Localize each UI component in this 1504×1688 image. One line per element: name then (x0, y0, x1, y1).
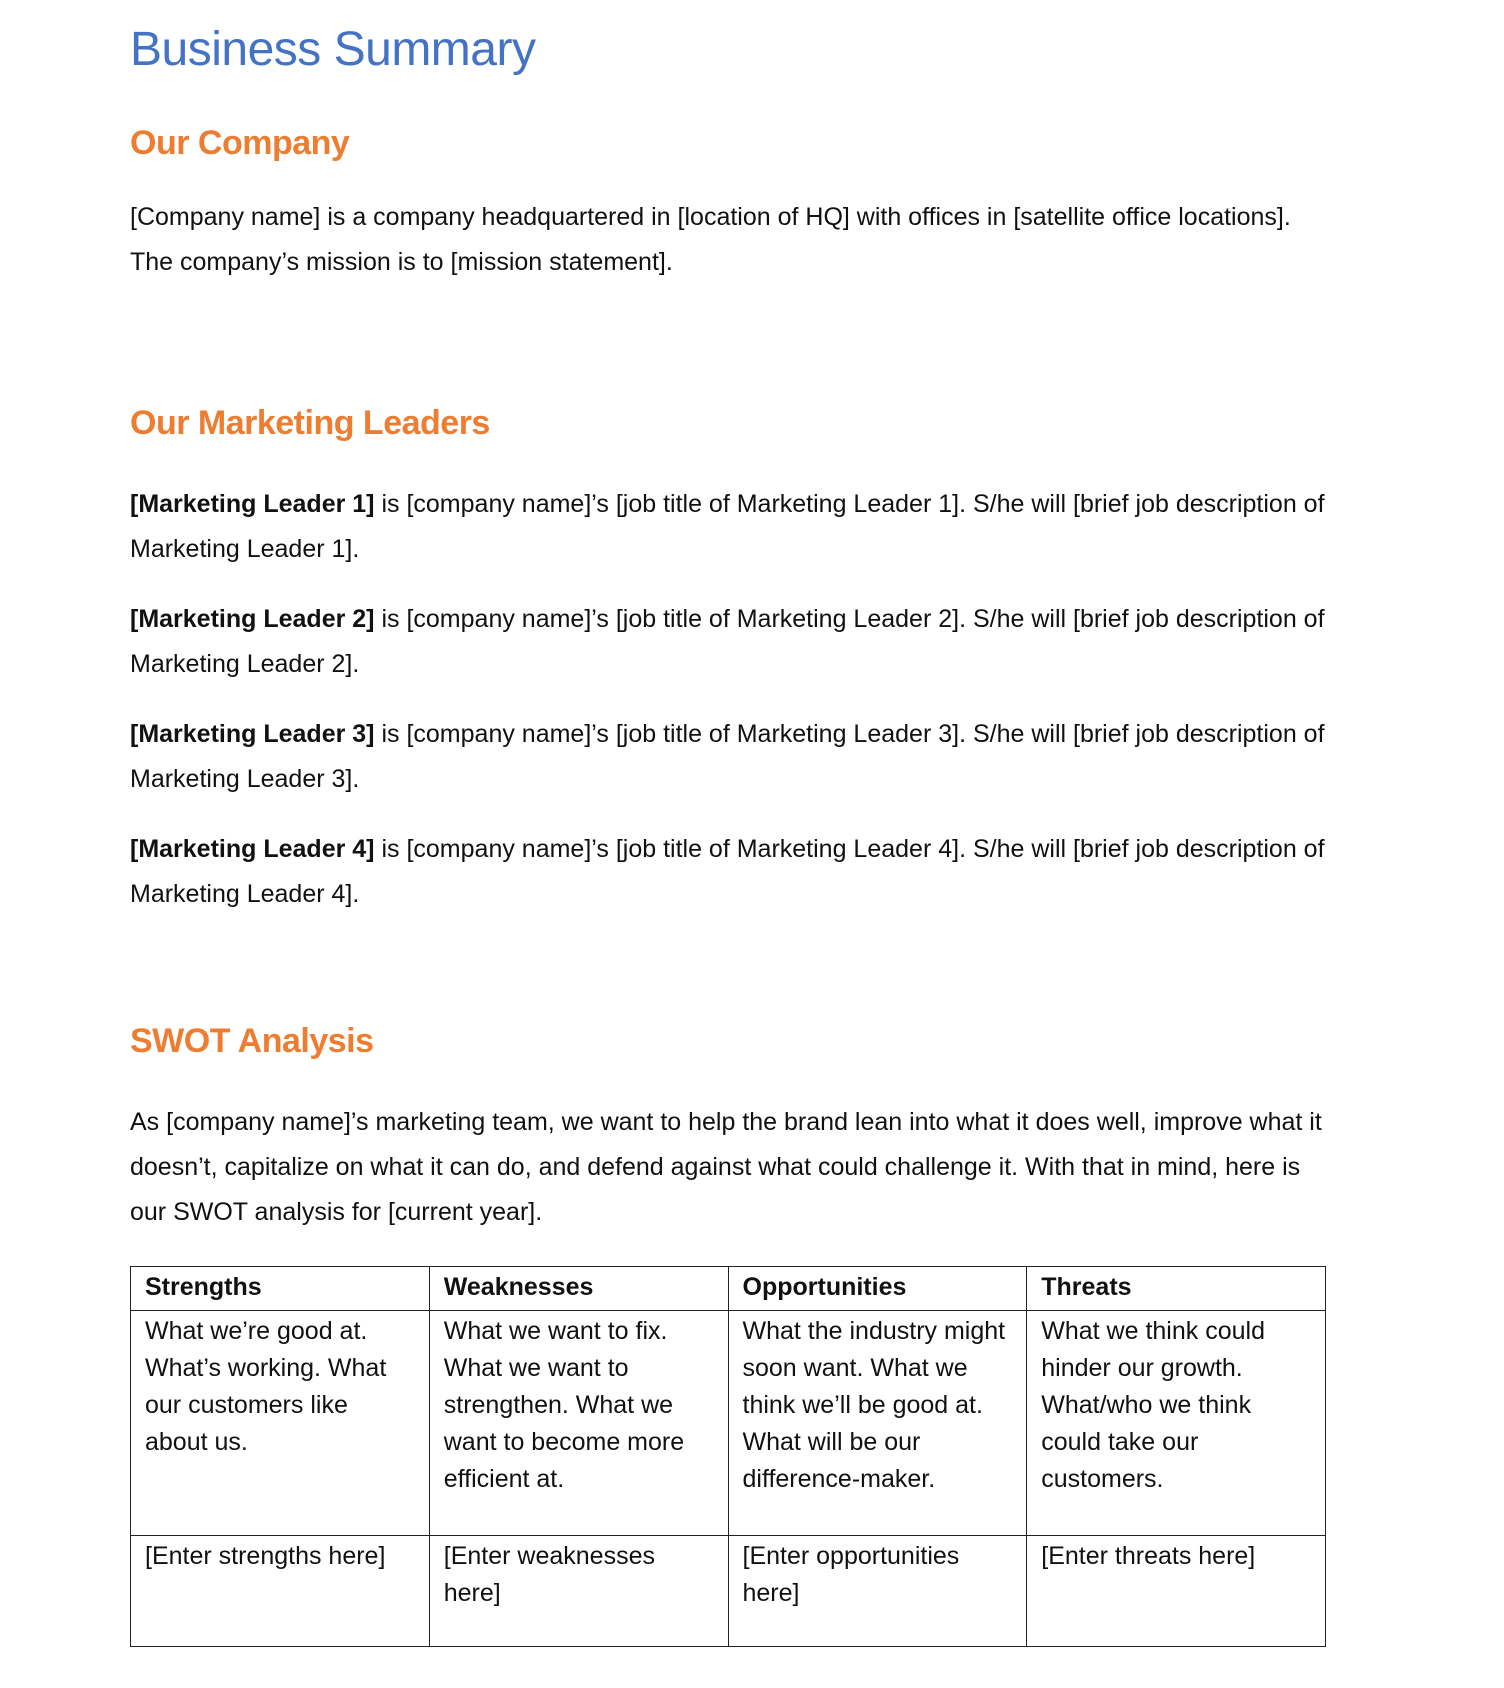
swot-description-row (131, 1311, 1326, 1536)
leader-paragraph (130, 827, 1330, 917)
swot-header-strengths: Strengths (131, 1267, 430, 1311)
leader-paragraph (130, 712, 1330, 802)
swot-cell[interactable]: What the industry might soon want. What we think we’ll be good at. What will be our difference-maker. (728, 1311, 1027, 1536)
swot-entry-row (131, 1536, 1326, 1647)
swot-intro-paragraph: As [company name]’s marketing team, we want to help the brand lean into what it does well, improve what it doesn’t, capitalize on what it can do, and defend against what could challenge it. With that in mind, here is our SWOT analysis for [current year]. (130, 1108, 1322, 1226)
swot-cell[interactable]: What we’re good at. What’s working. What our customers like about us. (131, 1311, 430, 1536)
company-paragraph: [Company name] is a company headquartered in [location of HQ] with offices in [satellite office locations]. The company’s mission is to [mission statement]. (130, 203, 1291, 276)
leader-paragraph (130, 482, 1330, 572)
leader-text: is [company name]’s [job title of Marketing Leader 1]. S/he will [brief job description of Marketing Leader 1]. (130, 490, 1325, 563)
leader-name: [Marketing Leader 2] (130, 605, 375, 633)
leader-name: [Marketing Leader 1] (130, 490, 375, 518)
swot-cell[interactable]: [Enter opportunities here] (728, 1536, 1027, 1647)
heading-marketing-leaders: Our Marketing Leaders (130, 404, 490, 442)
swot-cell[interactable]: What we think could hinder our growth. What/who we think could take our customers. (1027, 1311, 1326, 1536)
leader-name: [Marketing Leader 4] (130, 835, 375, 863)
leader-text: is [company name]’s [job title of Marketing Leader 3]. S/he will [brief job description of Marketing Leader 3]. (130, 720, 1325, 793)
swot-header-opportunities: Opportunities (728, 1267, 1027, 1311)
swot-header-row (131, 1267, 1326, 1311)
swot-cell[interactable]: [Enter weaknesses here] (429, 1536, 728, 1647)
leader-text: is [company name]’s [job title of Marketing Leader 2]. S/he will [brief job description of Marketing Leader 2]. (130, 605, 1325, 678)
heading-our-company: Our Company (130, 124, 350, 162)
leader-text: is [company name]’s [job title of Marketing Leader 4]. S/he will [brief job description of Marketing Leader 4]. (130, 835, 1325, 908)
swot-cell[interactable]: What we want to fix. What we want to strengthen. What we want to become more efficient at. (429, 1311, 728, 1536)
leader-paragraph (130, 597, 1330, 687)
leader-name: [Marketing Leader 3] (130, 720, 375, 748)
swot-header-threats: Threats (1027, 1267, 1326, 1311)
heading-swot-analysis: SWOT Analysis (130, 1022, 374, 1060)
swot-cell[interactable]: [Enter strengths here] (131, 1536, 430, 1647)
swot-cell[interactable]: [Enter threats here] (1027, 1536, 1326, 1647)
swot-table (130, 1266, 1326, 1647)
swot-header-weaknesses: Weaknesses (429, 1267, 728, 1311)
document-title: Business Summary (130, 23, 536, 76)
